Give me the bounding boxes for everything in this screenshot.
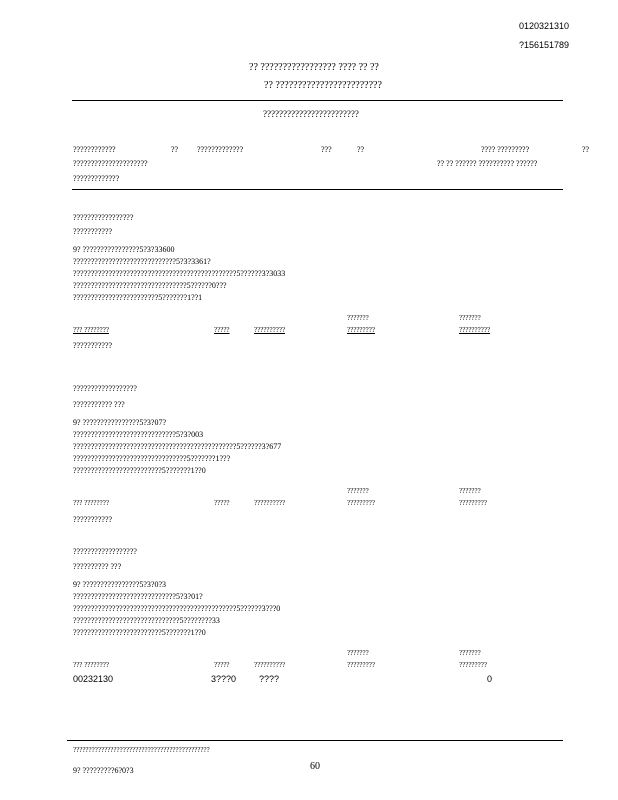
section-title: ????????????????? bbox=[73, 213, 134, 222]
row-value-1: 00232130 bbox=[73, 674, 114, 684]
column-5-header: ????????? bbox=[347, 499, 375, 507]
info-r1-c5: ?? bbox=[357, 145, 365, 154]
section-note: ??????????? bbox=[73, 515, 113, 524]
section-line-5: ?????????????????????????5???????1??0 bbox=[73, 466, 206, 475]
column-2-header: ????? bbox=[214, 661, 230, 669]
column-6-header: ?????????? bbox=[459, 326, 491, 334]
column-5-header-top: ??????? bbox=[347, 649, 369, 657]
info-r1-c3: ????????????? bbox=[197, 145, 244, 154]
document-subtitle: ???????????????????????? bbox=[263, 109, 359, 119]
column-5-header: ????????? bbox=[347, 326, 375, 334]
row-value-3: ???? bbox=[259, 674, 280, 684]
section-line-3: ??????????????????????????????????????????????5??????3?677 bbox=[73, 442, 282, 451]
section-line-1: 9? ????????????????5?3?33600 bbox=[73, 245, 175, 254]
section-subtitle: ??????????? ??? bbox=[73, 400, 125, 409]
section-line-4: ????????????????????????????????5??????0??? bbox=[73, 281, 227, 290]
column-6-header-top: ??????? bbox=[459, 314, 481, 322]
column-5-header: ????????? bbox=[347, 661, 375, 669]
section-line-1: 9? ????????????????5?3?07? bbox=[73, 418, 167, 427]
footer-reference: 9? ?????????6?0?3 bbox=[73, 766, 134, 775]
column-2-header: ????? bbox=[214, 326, 230, 334]
document-code-1: 0120321310 bbox=[519, 21, 570, 31]
section-line-5: ?????????????????????????5???????1??0 bbox=[73, 628, 206, 637]
column-5-header-top: ??????? bbox=[347, 314, 369, 322]
info-r1-c2: ?? bbox=[171, 145, 179, 154]
column-6-header: ????????? bbox=[459, 499, 487, 507]
column-1-header: ??? ???????? bbox=[73, 499, 109, 507]
info-r1-c1: ???????????? bbox=[73, 145, 116, 154]
section-note: ??????????? bbox=[73, 341, 113, 350]
section-title: ?????????????????? bbox=[73, 384, 137, 393]
info-divider bbox=[72, 189, 563, 190]
column-1-header: ??? ???????? bbox=[73, 661, 109, 669]
section-line-2: ?????????????????????????????5?3?01? bbox=[73, 592, 203, 601]
footnote: ???????????????????????????????????????????? bbox=[73, 746, 210, 754]
section-line-2: ?????????????????????????????5?3?003 bbox=[73, 430, 204, 439]
info-r1-c6: ???? ????????? bbox=[481, 145, 530, 154]
footer-divider bbox=[67, 740, 563, 741]
section-line-3: ??????????????????????????????????????????????5??????3?3033 bbox=[73, 269, 286, 278]
column-3-header: ?????????? bbox=[254, 499, 286, 507]
column-6-header-top: ??????? bbox=[459, 487, 481, 495]
section-line-3: ??????????????????????????????????????????????5??????3???0 bbox=[73, 604, 281, 613]
row-value-2: 3???0 bbox=[211, 674, 237, 684]
info-r3-c1: ????????????? bbox=[73, 174, 120, 183]
row-value-4: 0 bbox=[487, 674, 493, 684]
column-5-header-top: ??????? bbox=[347, 487, 369, 495]
document-title-line-2: ?? ???????????????????????? bbox=[264, 80, 382, 91]
info-r1-c7: ?? bbox=[582, 145, 590, 154]
section-subtitle: ??????????? bbox=[73, 227, 113, 236]
column-1-header: ??? ???????? bbox=[73, 326, 109, 334]
column-2-header: ????? bbox=[214, 499, 230, 507]
section-line-1: 9? ????????????????5?3?0?3 bbox=[73, 580, 167, 589]
document-code-2: ?156151789 bbox=[519, 40, 570, 50]
column-6-header-top: ??????? bbox=[459, 649, 481, 657]
section-title: ?????????????????? bbox=[73, 547, 137, 556]
section-line-4: ??????????????????????????????5????????33 bbox=[73, 616, 220, 625]
info-r1-c4: ??? bbox=[321, 145, 332, 154]
section-line-4: ????????????????????????????????5???????1??? bbox=[73, 454, 231, 463]
column-6-header: ????????? bbox=[459, 661, 487, 669]
column-3-header: ?????????? bbox=[254, 661, 286, 669]
section-line-5: ????????????????????????5???????1??1 bbox=[73, 293, 203, 302]
section-line-2: ?????????????????????????????5?3?3361? bbox=[73, 257, 211, 266]
title-divider bbox=[72, 100, 563, 101]
section-subtitle: ?????????? ??? bbox=[73, 562, 122, 571]
column-3-header: ?????????? bbox=[254, 326, 286, 334]
info-r2-c2: ?? ?? ?????? ?????????? ?????? bbox=[437, 159, 538, 168]
info-r2-c1: ????????????????????? bbox=[73, 159, 148, 168]
document-title-line-1: ?? ????????????????? ???? ?? ?? bbox=[249, 62, 379, 73]
page-number: 60 bbox=[310, 761, 320, 772]
